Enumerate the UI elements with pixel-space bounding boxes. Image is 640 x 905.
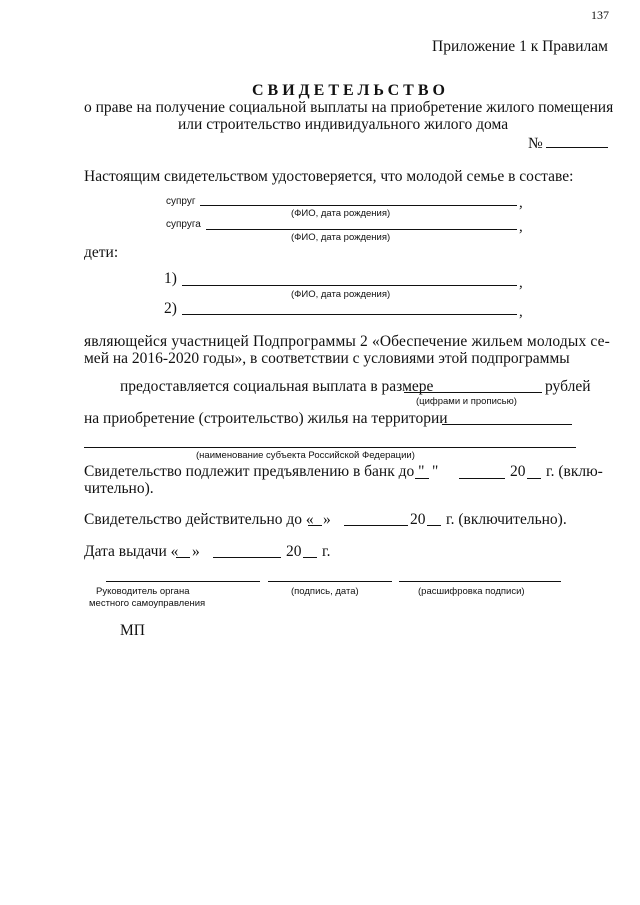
child1-fio-hint: (ФИО, дата рождения) <box>291 289 391 300</box>
valid-day-field[interactable] <box>308 525 322 526</box>
child1-comma: , <box>519 275 523 291</box>
child1-label: 1) <box>164 270 177 287</box>
valid-year-prefix: 20 <box>410 511 426 528</box>
sig-head-line2: местного самоуправления <box>89 598 206 609</box>
husband-label: супруг <box>166 196 196 207</box>
husband-comma: , <box>519 195 523 211</box>
bank-text-c: г. (вклю- <box>546 463 603 480</box>
child2-comma: , <box>519 304 523 320</box>
bank-day-field[interactable] <box>415 478 429 479</box>
issue-month-field[interactable] <box>213 557 281 558</box>
stamp-mark: МП <box>120 622 145 639</box>
rubles-label: рублей <box>545 378 591 395</box>
valid-year-field[interactable] <box>427 525 441 526</box>
territory-text: на приобретение (строительство) жилья на территории <box>84 410 448 427</box>
issue-day-field[interactable] <box>176 557 190 558</box>
participant-line1: являющейся участницей Подпрограммы 2 «Обеспечение жильем молодых се- <box>84 333 610 350</box>
head-signature-line[interactable] <box>106 581 260 582</box>
child1-field[interactable] <box>182 285 517 286</box>
sign-date-line[interactable] <box>268 581 392 582</box>
bank-year-field[interactable] <box>527 478 541 479</box>
number-field[interactable] <box>546 147 608 148</box>
subject-field[interactable] <box>84 447 576 448</box>
bank-year-prefix: 20 <box>510 463 526 480</box>
payment-text: предоставляется социальная выплата в размере <box>120 378 434 395</box>
participant-line2: мей на 2016-2020 годы», в соответствии с условиями этой подпрограммы <box>84 350 570 367</box>
territory-field[interactable] <box>442 424 572 425</box>
valid-text-c: г. (включительно). <box>446 511 567 528</box>
document-subtitle-line2: или строительство индивидуального жилого дома <box>178 116 509 133</box>
sig-head-line1: Руководитель органа <box>96 586 190 597</box>
issue-year-prefix: 20 <box>286 543 302 560</box>
issue-text-a: Дата выдачи « <box>84 543 179 560</box>
appendix-note: Приложение 1 к Правилам <box>432 38 608 55</box>
wife-label: супруга <box>166 219 201 230</box>
bank-month-field[interactable] <box>459 478 505 479</box>
document-subtitle-line1: о праве на получение социальной выплаты на приобретение жилого помещения <box>84 99 614 116</box>
husband-fio-hint: (ФИО, дата рождения) <box>291 208 391 219</box>
intro-text: Настоящим свидетельством удостоверяется, что молодой семье в составе: <box>84 168 574 185</box>
valid-text-a: Свидетельство действительно до « <box>84 511 314 528</box>
amount-field[interactable] <box>404 392 542 393</box>
number-label: № <box>528 135 543 152</box>
wife-comma: , <box>519 219 523 235</box>
bank-text-b: " <box>432 463 439 480</box>
bank-text-line2: чительно). <box>84 480 154 497</box>
subject-hint: (наименование субъекта Российской Федерации) <box>196 450 415 461</box>
valid-text-b: » <box>323 511 331 528</box>
valid-month-field[interactable] <box>344 525 408 526</box>
sig-sign-hint: (подпись, дата) <box>291 586 359 597</box>
amount-hint: (цифрами и прописью) <box>416 396 517 407</box>
child2-field[interactable] <box>182 314 517 315</box>
page-number: 137 <box>591 8 609 22</box>
wife-field[interactable] <box>206 229 517 230</box>
wife-fio-hint: (ФИО, дата рождения) <box>291 232 391 243</box>
issue-text-c: г. <box>322 543 331 560</box>
sig-decode-hint: (расшифровка подписи) <box>418 586 525 597</box>
children-label: дети: <box>84 244 119 261</box>
bank-text-a: Свидетельство подлежит предъявлению в банк до " <box>84 463 425 480</box>
issue-text-b: » <box>192 543 200 560</box>
child2-label: 2) <box>164 300 177 317</box>
issue-year-field[interactable] <box>303 557 317 558</box>
husband-field[interactable] <box>200 205 517 206</box>
decode-signature-line[interactable] <box>399 581 561 582</box>
document-title: СВИДЕТЕЛЬСТВО <box>252 82 449 99</box>
